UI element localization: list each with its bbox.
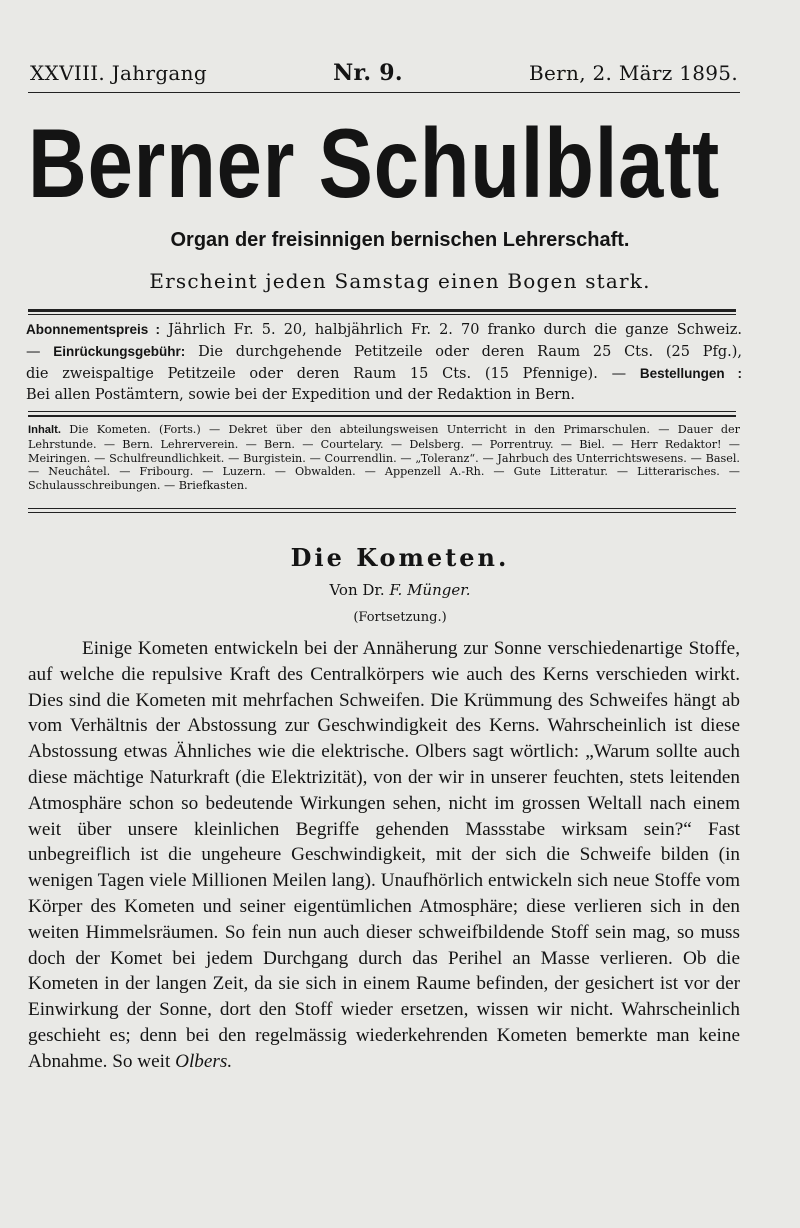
place-date: Bern, 2. März 1895.	[529, 61, 738, 85]
author-prefix: Von Dr.	[329, 581, 390, 599]
subscription-label: Abonnementspreis :	[26, 322, 161, 337]
contents-block	[28, 423, 740, 493]
orders-label: Bestellungen :	[639, 366, 742, 381]
article-author	[0, 581, 800, 599]
volume-label: XXVIII. Jahrgang	[30, 61, 207, 85]
header-line	[30, 60, 738, 86]
masthead-subtitle: Organ der freisinnigen bernischen Lehrerschaft.	[170, 229, 630, 251]
masthead-frequency: Erscheint jeden Samstag einen Bogen stark.	[149, 269, 651, 293]
double-rule-top-a	[28, 309, 736, 312]
contents-text: Die Kometen. (Forts.) — Dekret über den abteilungsweisen Unterricht in den Primarschulen. — Dauer der Lehrstunde. — Bern. Lehrerverein. — Bern. — Courtelary. — Delsberg. — Porrentruy. — Biel. — Herr Redaktor! — Meiringen. — Schulfreundlichkeit. — Burgistein. — Courrendlin. — „Toleranz“. — Jahrbuch des Unterrichtswesens. — Basel. — Neuchâtel. — Fribourg. — Luzern. — Obwalden. — Appenzell A.-Rh. — Gute Litteratur. — Litterarisches. — Schulausschreibungen. — Briefkasten.	[28, 423, 740, 493]
continuation-note: (Fortsetzung.)	[353, 610, 447, 625]
double-rule-mid-a	[28, 411, 736, 412]
article-body	[28, 636, 740, 1075]
double-rule-mid-b	[28, 415, 736, 417]
insertion-text: Die durchgehende Petitzeile oder deren Raum 25 Cts. (25 Pfg.),	[185, 344, 742, 360]
double-rule-top-b	[28, 314, 736, 315]
article-body-text: Einige Kometen entwickeln bei der Annäherung zur Sonne verschiedenartige Stoffe, auf welche die repulsive Kraft des Centralkörpers wie auch des Kerns verschieden wirkt. Dies sind die Kometen mit mehrfachen Schweifen. Die Krümmung des Schweifes hängt ab vom Verhältnis der Abstossung zur Geschwindigkeit des Kerns. Wahrscheinlich ist diese Abstossung etwas Ähnliches wie die elektrische. Olbers sagt wörtlich: „Warum sollte auch diese mächtige Naturkraft (die Elektrizität), von der wir in unserer feuchten, stets leitenden Atmosphäre schon so bedeutende Wirkungen sehen, nicht im grossen Weltall nach einem weit über unsere kleinlichen Begriffe gehenden Massstabe wirksam sein?“ Fast unbegreiflich ist die ungeheure Geschwindigkeit, mit der sich die Schweife bilden (in wenigen Tagen viele Millionen Meilen lang). Unaufhörlich entwickeln sich neue Stoffe vom Körper des Kometen und seiner eigentümlichen Atmosphäre; diese verlieren sich in den weiten Himmelsräumen. So fein nun auch dieser schweifbildende Stoff sein mag, so muss doch der Komet bei jedem Durchgang durch das Perihel an Masse verlieren. Ob die Kometen in der langen Zeit, da sie sich in einem Raume befinden, der gesichert ist vor der Einwirkung der Sonne, dort den Stoff wieder ersetzen, wissen wir nicht. Wahrscheinlich geschieht es; denn bei den regelmässig wiederkehrenden Kometen bemerkte man keine Abnahme. So weit	[28, 638, 740, 1072]
author-name: F. Münger.	[389, 581, 471, 599]
masthead-title: Berner Schulblatt	[28, 108, 721, 218]
subscription-block	[26, 319, 742, 406]
dash: —	[26, 344, 54, 360]
header-rule	[28, 92, 740, 93]
double-rule-bottom-b	[28, 512, 736, 513]
issue-number: Nr. 9.	[333, 60, 403, 86]
article-body-olbers: Olbers.	[175, 1050, 233, 1072]
orders-text: Bei allen Postämtern, sowie bei der Expedition und der Redaktion in Bern.	[26, 387, 576, 403]
insertion-text-2: die zweispaltige Petitzeile oder deren Raum 15 Cts. (15 Pfennige). —	[26, 366, 640, 382]
insertion-label: Einrückungsgebühr:	[53, 344, 186, 359]
article-title: Die Kometen.	[290, 543, 510, 572]
subscription-text: Jährlich Fr. 5. 20, halbjährlich Fr. 2. 70 franko durch die ganze Schweiz.	[160, 322, 742, 338]
contents-label: Inhalt.	[28, 424, 61, 436]
double-rule-bottom-a	[28, 508, 736, 509]
